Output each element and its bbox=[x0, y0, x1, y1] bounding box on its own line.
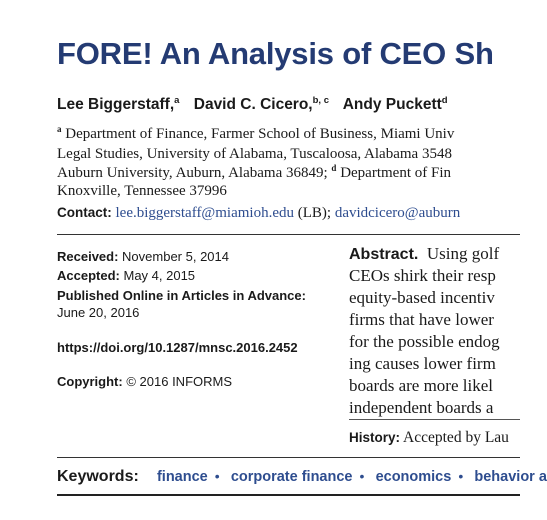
affiliation-text: Department of Fin bbox=[336, 165, 451, 181]
abstract-line: firms that have lower bbox=[349, 310, 494, 329]
author-name: David C. Cicero, bbox=[193, 96, 313, 113]
email-link[interactable]: davidcicero@auburn bbox=[334, 205, 461, 221]
affiliation-line bbox=[57, 126, 454, 143]
keyword-link[interactable]: finance bbox=[156, 469, 208, 485]
published-date: June 20, 2016 bbox=[57, 305, 140, 320]
accepted-label: Accepted: bbox=[57, 268, 120, 283]
received-date bbox=[57, 249, 229, 264]
affil-marker: d bbox=[331, 163, 337, 173]
abstract-line: equity-based incentiv bbox=[349, 288, 495, 307]
doi-link[interactable] bbox=[57, 340, 298, 355]
keyword-separator: • bbox=[359, 468, 365, 484]
published-label bbox=[57, 288, 306, 303]
keywords-label: Keywords: bbox=[57, 468, 139, 485]
abstract-line: ing causes lower firm bbox=[349, 354, 496, 373]
abstract-line: for the possible endog bbox=[349, 332, 500, 351]
copyright bbox=[57, 374, 232, 389]
keyword-link[interactable]: behavior a bbox=[474, 469, 547, 485]
contact-line bbox=[57, 205, 460, 222]
accepted-value: May 4, 2015 bbox=[123, 268, 196, 283]
abstract-first-line bbox=[349, 244, 499, 264]
keyword-link[interactable]: corporate finance bbox=[230, 469, 353, 485]
keywords-top-rule bbox=[57, 457, 520, 458]
abstract-line: CEOs shirk their resp bbox=[349, 266, 496, 285]
copyright-value: © 2016 INFORMS bbox=[126, 374, 233, 389]
keyword-separator: • bbox=[458, 468, 464, 484]
paper-title: FORE! An Analysis of CEO Sh bbox=[57, 36, 494, 71]
abstract-text: Using golf bbox=[426, 244, 500, 263]
history-text: Accepted by Lau bbox=[403, 429, 509, 446]
accepted-date bbox=[57, 268, 195, 283]
history-line bbox=[349, 429, 509, 447]
keywords-bottom-rule bbox=[57, 494, 520, 496]
keyword-link[interactable]: economics bbox=[375, 469, 452, 485]
keywords-row bbox=[57, 468, 547, 486]
affiliation-text: Auburn University, Auburn, Alabama 36849; bbox=[57, 165, 332, 181]
affiliation-text: Department of Finance, Farmer School of Business, Miami Univ bbox=[61, 126, 455, 142]
keyword-separator: • bbox=[214, 468, 220, 484]
email-link[interactable]: lee.biggerstaff@miamioh.edu bbox=[115, 205, 294, 221]
doi-text[interactable]: https://doi.org/10.1287/mnsc.2016.2452 bbox=[57, 340, 298, 355]
author-name: Andy Puckett bbox=[342, 96, 442, 113]
history-label: History: bbox=[349, 430, 401, 445]
received-label: Received: bbox=[57, 249, 119, 264]
author-affil-marker: b, c bbox=[312, 94, 329, 106]
affil-marker: a bbox=[57, 124, 62, 134]
affiliation-line: Legal Studies, University of Alabama, Tuscaloosa, Alabama 3548 bbox=[57, 146, 452, 162]
contact-initials: (LB); bbox=[293, 205, 335, 221]
abstract-heading: Abstract. bbox=[349, 246, 419, 263]
contact-label: Contact: bbox=[57, 205, 112, 220]
copyright-label: Copyright: bbox=[57, 374, 123, 389]
abstract-divider bbox=[349, 419, 520, 420]
abstract-line: independent boards a bbox=[349, 398, 494, 417]
affiliation-line: Knoxville, Tennessee 37996 bbox=[57, 183, 227, 199]
section-divider bbox=[57, 234, 520, 235]
affiliation-line bbox=[57, 165, 451, 182]
author-name: Lee Biggerstaff, bbox=[57, 96, 175, 113]
abstract-line: boards are more likel bbox=[349, 376, 493, 395]
published-label-text: Published Online in Articles in Advance: bbox=[57, 288, 306, 303]
author-list bbox=[57, 96, 448, 114]
author-affil-marker: a bbox=[174, 94, 180, 106]
received-value: November 5, 2014 bbox=[122, 249, 229, 264]
author-affil-marker: d bbox=[441, 94, 448, 106]
